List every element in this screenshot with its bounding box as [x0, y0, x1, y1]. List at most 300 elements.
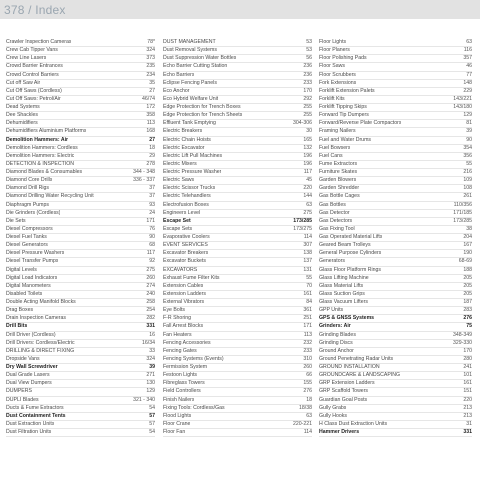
- index-entry-page: 373: [146, 55, 155, 62]
- index-entry: [6, 405, 155, 413]
- index-entry-page: 161: [303, 290, 312, 297]
- index-entry-page: 280: [463, 355, 472, 362]
- index-entry-page: 324: [146, 355, 155, 362]
- index-entry-term: Dust Containment Tents: [6, 412, 66, 419]
- index-entry: [6, 210, 155, 218]
- index-entry-page: 233: [303, 347, 312, 354]
- index-entry-page: 170: [463, 347, 472, 354]
- index-entry-page: 173/285: [453, 217, 472, 224]
- index-entry-page: 16/34: [142, 339, 155, 346]
- index-entry: [163, 137, 312, 145]
- index-entry: [163, 63, 312, 71]
- index-entry-page: 90: [149, 234, 155, 240]
- index-entry-page: 167: [463, 242, 472, 249]
- index-entry-term: Extension Cables: [163, 282, 204, 289]
- index-entry-term: Dead Systems: [6, 104, 40, 110]
- index-entry: [163, 218, 312, 226]
- index-entry-term: Diaphragm Pumps: [6, 201, 49, 208]
- index-entry-term: Dehumidifiers Aluminium Platforms: [6, 128, 87, 135]
- index-entry: [6, 242, 155, 250]
- index-entry-page: 251: [303, 315, 312, 322]
- index-entry-page: 255: [303, 104, 312, 110]
- index-entry-term: Eclipse Fencing Panels: [163, 79, 217, 86]
- index-entry: [6, 388, 155, 396]
- index-entry-term: Double Acting Manifold Blocks: [6, 299, 76, 305]
- index-entry-term: Demolition Hammers: Cordless: [6, 144, 78, 151]
- index-entry: [6, 218, 155, 226]
- index-entry: [6, 323, 155, 331]
- index-entry-term: Escape Sets: [163, 225, 193, 232]
- index-entry-term: Drill Drivers: Cordless/Electric: [6, 339, 75, 346]
- index-entry-page: 39: [466, 128, 472, 135]
- index-entry: [163, 104, 312, 112]
- index-entry-term: Cut Off Saws (Cordless): [6, 87, 62, 94]
- index-entry: [6, 193, 155, 201]
- index-entry-page: 18: [149, 144, 155, 151]
- index-entry: [319, 210, 472, 218]
- index-entry: [319, 421, 472, 429]
- index-entry-term: Fermission System: [163, 364, 208, 370]
- index-entry: [163, 397, 312, 405]
- index-entry-term: Edge Protection for Trench Sheets: [163, 112, 243, 119]
- index-entry: [319, 202, 472, 210]
- index-entry-page: 114: [303, 234, 312, 240]
- index-entry-page: 329-330: [452, 339, 472, 346]
- index-entry-term: Flood Lights: [163, 412, 192, 419]
- index-entry-term: Floor Lights: [319, 39, 347, 45]
- index-entry: [163, 185, 312, 193]
- index-entry-term: Grinding Blades: [319, 331, 356, 338]
- index-entry: [6, 364, 155, 372]
- index-entry: [163, 202, 312, 210]
- index-entry-page: 161: [463, 380, 472, 387]
- index-entry-term: Drag Boxes: [6, 307, 34, 314]
- index-entry: [319, 80, 472, 88]
- index-entry-term: Diamond Blades & Consumables: [6, 169, 83, 175]
- index-entry-page: 54: [149, 404, 155, 411]
- index-entry-page: 254: [146, 307, 155, 314]
- index-entry: [319, 283, 472, 291]
- index-entry: [319, 218, 472, 226]
- index-entry-page: 63: [306, 201, 312, 208]
- index-entry: [319, 193, 472, 201]
- index-entry-term: Generators: [319, 258, 345, 265]
- index-entry-page: 63: [466, 39, 472, 45]
- index-entry-page: 90: [466, 136, 472, 143]
- index-entry-page: 68-69: [458, 258, 472, 265]
- index-entry-page: 78*: [147, 39, 155, 45]
- index-entry-page: 190: [463, 250, 472, 257]
- index-entry-term: Dehumidifiers: [6, 120, 38, 127]
- index-entry-term: Fibreglass Towers: [163, 380, 205, 387]
- index-entry: [6, 80, 155, 88]
- index-entry: [163, 405, 312, 413]
- index-entry: [319, 405, 472, 413]
- index-entry-page: 331: [146, 323, 155, 330]
- index-entry-term: Forward Tip Dumpers: [319, 112, 369, 119]
- index-entry-page: 137: [303, 258, 312, 265]
- index-entry-term: DUPLI Blades: [6, 396, 39, 403]
- index-entry-term: Dual View Dumpers: [6, 380, 52, 387]
- index-entry: [319, 380, 472, 388]
- index-entry-term: External Vibrators: [163, 299, 205, 305]
- index-entry-term: DRILLING & DIRECT FIXING: [6, 347, 75, 354]
- index-entry-term: Finish Nailers: [163, 396, 195, 403]
- index-entry-page: 57: [149, 420, 155, 427]
- index-entry-term: Excavator Buckets: [163, 258, 206, 265]
- index-entry-page: 155: [303, 380, 312, 387]
- index-entry: [6, 202, 155, 210]
- index-entry-page: 229: [463, 87, 472, 94]
- index-entry: [319, 153, 472, 161]
- index-entry-term: DUMPERS: [6, 388, 32, 395]
- index-entry-term: Crowd Barrier Entrances: [6, 63, 63, 70]
- index-entry: [163, 283, 312, 291]
- index-entry-term: Floor Planers: [319, 47, 350, 54]
- index-entry: [6, 88, 155, 96]
- index-entry: [319, 169, 472, 177]
- index-entry: [163, 80, 312, 88]
- index-entry: [6, 226, 155, 234]
- index-entry-term: Dust Removal Systems: [163, 47, 217, 54]
- index-entry: [6, 413, 155, 421]
- index-entry: [163, 169, 312, 177]
- index-entry-page: 187: [463, 299, 472, 305]
- index-entry: [163, 421, 312, 429]
- index-entry-term: Dee Shackles: [6, 112, 39, 119]
- index-entry: [319, 120, 472, 128]
- index-entry-term: GROUNDCARE & LANDSCAPING: [319, 372, 400, 379]
- index-entry-page: 109: [463, 177, 472, 184]
- index-entry-term: Diesel Pressure Washers: [6, 250, 65, 257]
- index-entry-term: Glass Lifting Machine: [319, 274, 369, 281]
- index-entry: [319, 104, 472, 112]
- index-entry: [319, 307, 472, 315]
- index-entry-page: 55: [466, 160, 472, 167]
- index-entry-page: 220-221: [292, 420, 312, 427]
- index-entry-page: 92: [149, 258, 155, 265]
- index-entry-page: 66: [306, 372, 312, 379]
- index-entry-term: Forklift Tipping Skips: [319, 104, 367, 110]
- index-entry-page: 283: [463, 307, 472, 314]
- index-entry-term: Field Controllers: [163, 388, 201, 395]
- index-entry: [163, 226, 312, 234]
- index-entry-term: GROUND INSTALLATION: [319, 364, 380, 370]
- index-entry-term: Dust Suppression Water Bottles: [163, 55, 237, 62]
- index-entry-term: Gas Operated Material Lifts: [319, 234, 383, 240]
- index-entry: [319, 128, 472, 136]
- index-entry-term: Electric Telehandlers: [163, 193, 211, 200]
- index-entry: [6, 397, 155, 405]
- index-entry-term: Echo Barrier Cutting Station: [163, 63, 228, 70]
- index-entry: [319, 267, 472, 275]
- index-entry-page: 77: [466, 71, 472, 78]
- index-entry-term: Electric Breakers: [163, 128, 203, 135]
- index-entry: [163, 177, 312, 185]
- index-entry-page: 35: [149, 79, 155, 86]
- index-entry-page: 321 - 340: [133, 396, 155, 403]
- index-entry-page: 258: [146, 299, 155, 305]
- index-entry: [319, 145, 472, 153]
- index-entry-page: 344 - 348: [133, 169, 155, 175]
- index-entry: [163, 323, 312, 331]
- index-entry-term: Gully Grabs: [319, 404, 347, 411]
- index-entry: [6, 356, 155, 364]
- index-entry: [6, 72, 155, 80]
- index-entry: [163, 315, 312, 323]
- index-entry: [319, 275, 472, 283]
- index-entry-term: Ground Penetrating Radar Units: [319, 355, 394, 362]
- index-entry-term: F-R Shoring: [163, 315, 191, 322]
- index-entry: [319, 242, 472, 250]
- index-entry-term: Digital Levels: [6, 266, 37, 273]
- index-entry: [163, 332, 312, 340]
- index-entry-term: Guardian Goal Posts: [319, 396, 368, 403]
- index-entry-page: 232: [303, 339, 312, 346]
- index-entry-term: Fall Arrest Blocks: [163, 323, 204, 330]
- index-entry-term: Fume Extractors: [319, 160, 358, 167]
- index-entry-page: 324: [146, 47, 155, 54]
- index-entry-page: 81: [466, 120, 472, 127]
- index-entry: [319, 39, 472, 47]
- index-entry: [6, 185, 155, 193]
- index-entry-page: 168: [146, 128, 155, 135]
- index-entry-term: Ground Anchor: [319, 347, 354, 354]
- index-entry: [163, 210, 312, 218]
- index-entry-page: 129: [463, 112, 472, 119]
- index-entry: [319, 63, 472, 71]
- index-entry-term: Geared Beam Trolleys: [319, 242, 371, 249]
- index-entry-page: 205: [463, 274, 472, 281]
- index-entry-page: 261: [463, 193, 472, 200]
- index-entry: [6, 112, 155, 120]
- index-entry-term: Dual Grade Lasers: [6, 372, 50, 379]
- index-entry: [319, 340, 472, 348]
- index-entry-term: Floor Fan: [163, 429, 186, 435]
- index-entry: [319, 364, 472, 372]
- index-entry-term: Glass Vacuum Lifters: [319, 299, 368, 305]
- index-entry-term: General Purpose Cylinders: [319, 250, 382, 257]
- index-entry-term: Floor Polishing Pads: [319, 55, 367, 62]
- index-entry-page: 213: [463, 412, 472, 419]
- index-entry-term: Electric Saws: [163, 177, 195, 184]
- index-entry-term: Dust Filtration Units: [6, 429, 52, 435]
- index-entry-page: 114: [303, 429, 312, 435]
- index-entry: [163, 291, 312, 299]
- index-entry-term: Die Sets: [6, 217, 26, 224]
- index-entry-term: Echo Barriers: [163, 71, 195, 78]
- index-entry: [6, 267, 155, 275]
- index-entry-page: 68: [149, 242, 155, 249]
- index-entry: [6, 283, 155, 291]
- index-entry: [163, 47, 312, 55]
- page-header: [0, 0, 480, 19]
- index-entry: [6, 234, 155, 242]
- index-entry-page: 56: [306, 55, 312, 62]
- index-entry-term: Fencing Systems (Events): [163, 355, 224, 362]
- index-entry-page: 138: [303, 250, 312, 257]
- index-entry-term: Crawler Inspection Cameras: [6, 39, 72, 45]
- index-entry-page: 170: [303, 87, 312, 94]
- index-entry: [163, 250, 312, 258]
- index-entry-term: Diesel Compressors: [6, 225, 53, 232]
- index-entry-page: 260: [303, 364, 312, 370]
- index-entry: [319, 388, 472, 396]
- index-entry-page: 84: [306, 299, 312, 305]
- index-entry-page: 117: [303, 169, 312, 175]
- index-entry: [163, 307, 312, 315]
- index-entry-term: Engineers Level: [163, 209, 201, 216]
- index-entry-page: 148: [463, 79, 472, 86]
- index-entry-page: 38: [466, 225, 472, 232]
- index-entry-term: Fan Heaters: [163, 331, 192, 338]
- index-entry-page: 55: [306, 274, 312, 281]
- index-entry-page: 18/38: [299, 404, 312, 411]
- index-entry-term: Cut off Saw Air: [6, 79, 41, 86]
- index-entry-term: Electric Scissor Trucks: [163, 185, 216, 192]
- index-entry: [319, 397, 472, 405]
- index-entry-page: 46/74: [142, 95, 155, 102]
- index-entry-page: 113: [303, 331, 312, 338]
- index-entry: [163, 145, 312, 153]
- index-entry: [6, 429, 155, 437]
- index-entry: [163, 161, 312, 169]
- index-entry: [6, 315, 155, 323]
- index-entry: [163, 388, 312, 396]
- index-entry: [163, 275, 312, 283]
- index-entry: [319, 185, 472, 193]
- index-entry-page: 143/221: [453, 95, 472, 102]
- index-entry-term: Festoon Lights: [163, 372, 198, 379]
- index-entry-term: Fixing Tools: Cordless/Gas: [163, 404, 225, 411]
- index-entry-page: 307: [303, 242, 312, 249]
- index-entry: [6, 348, 155, 356]
- index-entry: [163, 153, 312, 161]
- index-entry-term: Floor Crane: [163, 420, 191, 427]
- index-entry: [319, 291, 472, 299]
- index-entry-page: 129: [146, 388, 155, 395]
- index-entry: [6, 340, 155, 348]
- index-entry-term: Escape Set: [163, 217, 191, 224]
- index-entry: [319, 372, 472, 380]
- index-entry-page: 354: [463, 144, 472, 151]
- index-entry-page: 116: [463, 47, 472, 54]
- index-entry-page: 274: [146, 282, 155, 289]
- index-entry-term: Crew Line Lasers: [6, 55, 47, 62]
- index-entry: [6, 177, 155, 185]
- index-entry-page: 93: [149, 201, 155, 208]
- index-entry: [6, 161, 155, 169]
- index-entry-term: Floor Saws: [319, 63, 345, 70]
- index-entry: [6, 153, 155, 161]
- index-entry-page: 336 - 337: [133, 177, 155, 184]
- index-entry-page: 27: [149, 87, 155, 94]
- index-entry-page: 16: [149, 331, 155, 338]
- index-entry-term: Ducts & Fume Extractors: [6, 404, 64, 411]
- index-entry-term: Die Grinders (Cordless): [6, 209, 61, 216]
- index-entry-term: Gully Hooks: [319, 412, 347, 419]
- index-entry-page: 173/285: [293, 217, 312, 224]
- index-entry: [319, 323, 472, 331]
- index-entry: [319, 299, 472, 307]
- index-entry-term: DETECTION & INSPECTION: [6, 160, 75, 167]
- index-entry: [163, 356, 312, 364]
- index-entry-page: 196: [303, 160, 312, 167]
- index-entry-page: 108: [463, 185, 472, 192]
- index-entry: [163, 120, 312, 128]
- index-entry-page: 53: [306, 39, 312, 45]
- index-entry-term: Eco Hybrid Welfare Unit: [163, 95, 219, 102]
- index-entry-term: Demolition Hammers: Air: [6, 136, 69, 143]
- index-entry: [163, 299, 312, 307]
- index-entry: [319, 161, 472, 169]
- index-entry-term: Grinders: Air: [319, 323, 351, 330]
- index-entry-page: 204: [463, 234, 472, 240]
- index-entry-term: Fuel Bowsers: [319, 144, 351, 151]
- index-entry-term: Forward/Reverse Plate Compactors: [319, 120, 402, 127]
- index-entry-page: 171: [303, 323, 312, 330]
- index-entry-page: 171: [146, 217, 155, 224]
- index-entry-term: Demolition Hammers: Electric: [6, 152, 75, 159]
- index-entry-page: 282: [146, 315, 155, 322]
- index-entry-page: 234: [146, 71, 155, 78]
- index-entry: [163, 112, 312, 120]
- index-entry-term: Hammer Drivers: [319, 429, 360, 435]
- index-entry: [163, 72, 312, 80]
- index-entry: [319, 177, 472, 185]
- index-entry-page: 357: [463, 55, 472, 62]
- index-entry-term: Edge Protection for Trench Boxes: [163, 104, 241, 110]
- index-entry-page: 331: [463, 429, 472, 435]
- index-entry-page: 240: [146, 290, 155, 297]
- index-entry-term: Crowd Control Barriers: [6, 71, 59, 78]
- index-entry-term: Effluent Tank Emptying: [163, 120, 216, 127]
- index-entry-term: Diamond Core Drills: [6, 177, 53, 184]
- index-entry-page: 31: [466, 420, 472, 427]
- index-entry: [163, 413, 312, 421]
- index-entry-term: Digital Manometers: [6, 282, 51, 289]
- index-entry: [319, 429, 472, 437]
- index-entry: [163, 372, 312, 380]
- index-entry-page: 260: [146, 274, 155, 281]
- index-entry-page: 113: [146, 120, 155, 127]
- index-entry-term: Diesel Fuel Tanks: [6, 234, 47, 240]
- index-entry-page: 275: [303, 209, 312, 216]
- index-entry-page: 143/180: [453, 104, 472, 110]
- index-entry-page: 236: [303, 71, 312, 78]
- index-entry-term: Fuel Cans: [319, 152, 343, 159]
- index-entry-term: Glass Floor Platform Rings: [319, 266, 381, 273]
- index-entry-term: Glass Suction Grips: [319, 290, 365, 297]
- index-entry-page: 310: [303, 355, 312, 362]
- index-entry-term: Glass Material Lifts: [319, 282, 364, 289]
- index-entry: [6, 55, 155, 63]
- index-entry: [319, 47, 472, 55]
- index-entry-term: EVENT SERVICES: [163, 242, 208, 249]
- index-entry-term: Extension Ladders: [163, 290, 206, 297]
- index-entry: [319, 348, 472, 356]
- index-entry-term: Fork Extensions: [319, 79, 357, 86]
- index-entry-page: 18: [306, 396, 312, 403]
- index-entry: [163, 234, 312, 242]
- index-entry-term: Fencing Gates: [163, 347, 197, 354]
- index-entry-term: Exhaust Fume Filter Kits: [163, 274, 220, 281]
- index-entry-term: Electric Mixers: [163, 160, 197, 167]
- index-entry-page: 29: [149, 152, 155, 159]
- index-entry-page: 216: [463, 169, 472, 175]
- index-entry: [6, 291, 155, 299]
- index-entry-page: 76: [149, 225, 155, 232]
